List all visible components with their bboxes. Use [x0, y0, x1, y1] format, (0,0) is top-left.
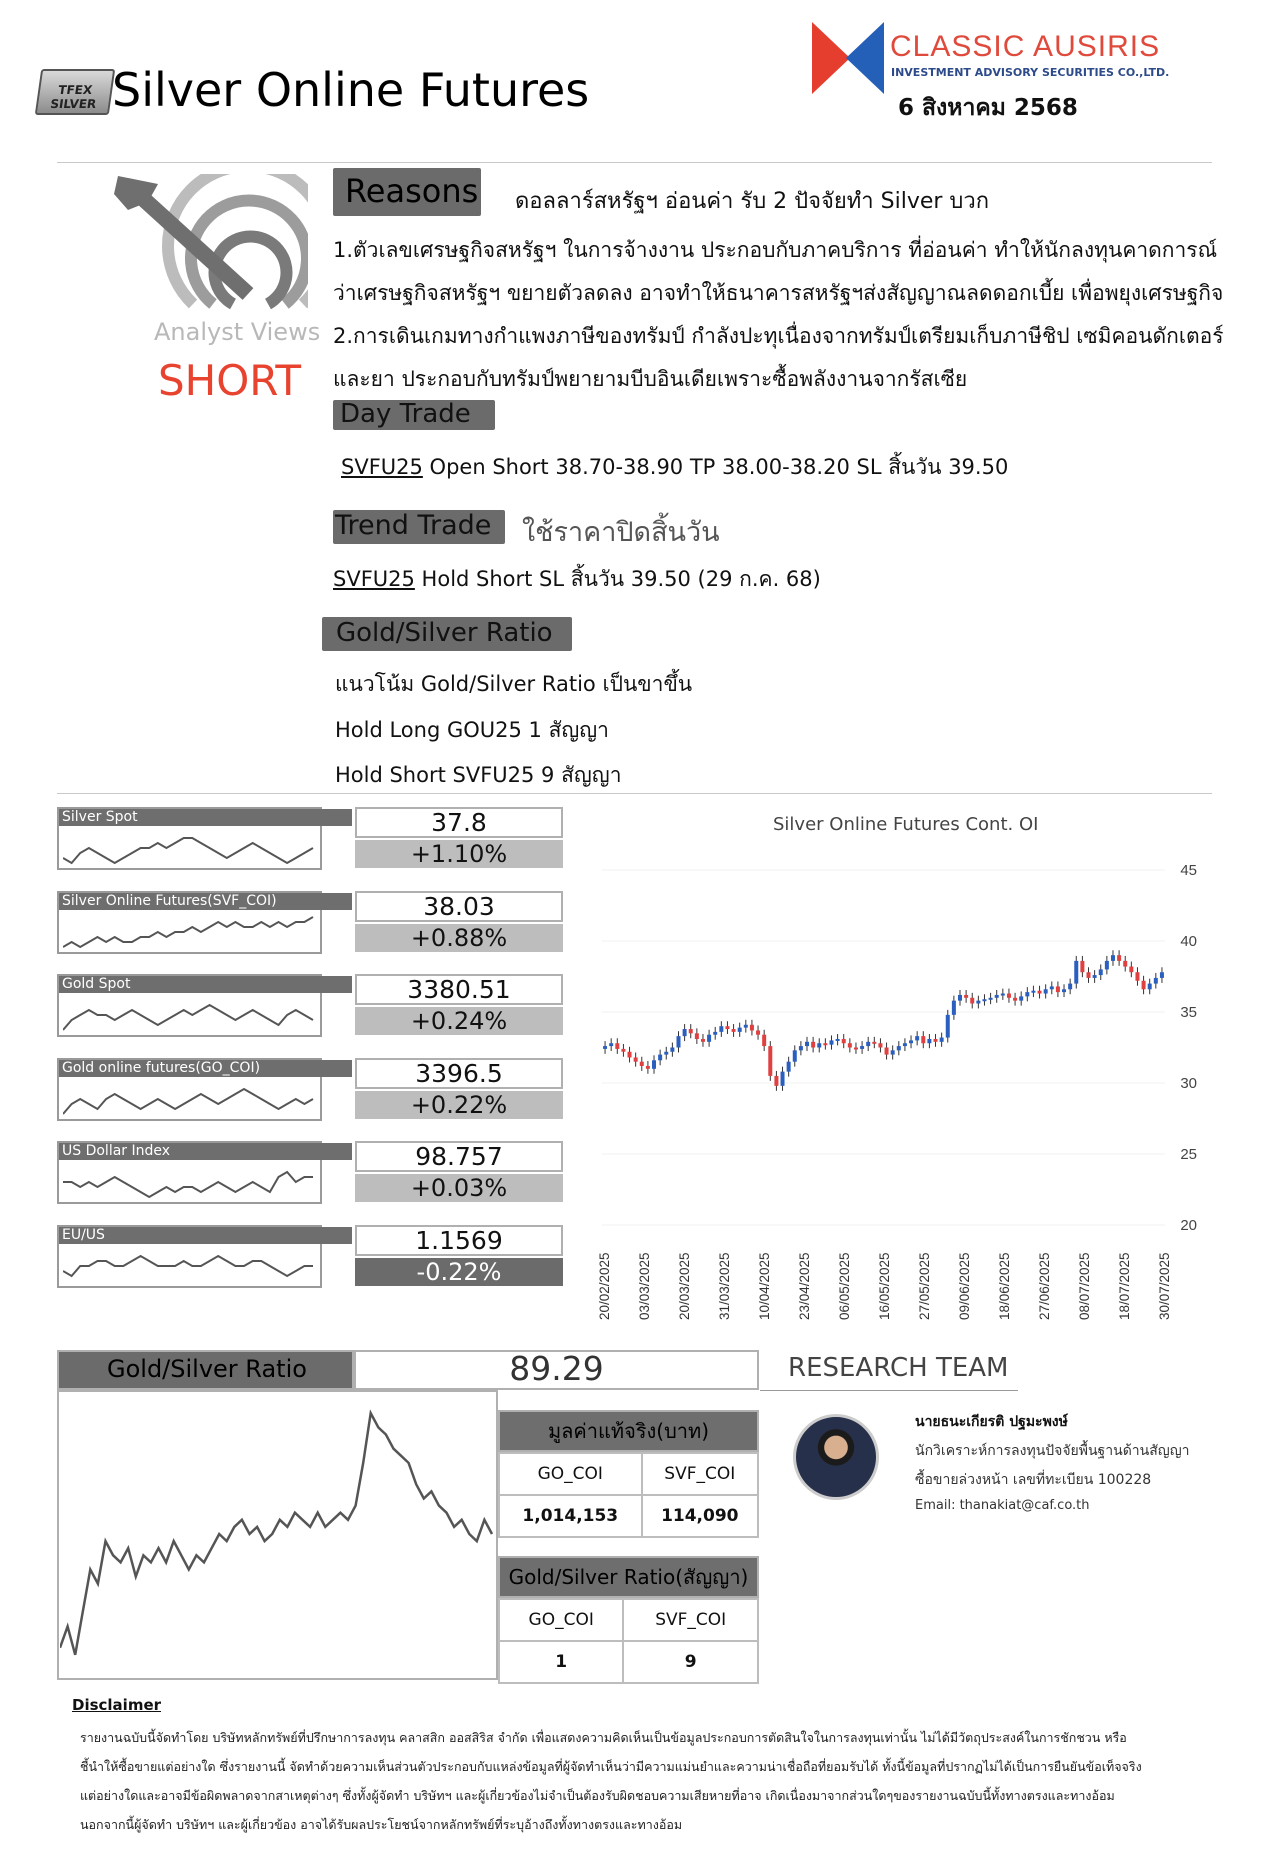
- trend-trade-text: [333, 563, 821, 596]
- oi-candle: [927, 1039, 931, 1043]
- market-tile-sparkline-line: [63, 1005, 313, 1030]
- oi-candle: [1068, 984, 1072, 990]
- oi-chart-title: Silver Online Futures Cont. OI: [773, 814, 1039, 835]
- oi-candle: [1050, 986, 1054, 989]
- oi-candle: [787, 1062, 791, 1072]
- company-logo-icon: [812, 22, 884, 94]
- ratio-col-svf: SVF_COI: [623, 1599, 758, 1641]
- oi-x-tick: 31/03/2025: [717, 1252, 732, 1320]
- market-tile-label: Gold online futures(GO_COI): [59, 1060, 352, 1077]
- oi-candle: [823, 1043, 827, 1045]
- oi-candle: [1123, 961, 1127, 967]
- oi-candle: [628, 1052, 632, 1058]
- report-date: 6 สิงหาคม 2568: [898, 95, 1078, 121]
- reasons-line-4: และยา ประกอบกับทรัมป์พยายามบีบอินเดียเพราะซื้อพลังงานจากรัสเซีย: [333, 367, 968, 391]
- oi-candle: [1154, 978, 1158, 984]
- oi-candle: [695, 1033, 699, 1039]
- oi-candle: [989, 998, 993, 1000]
- oi-candle: [756, 1030, 760, 1034]
- market-tile-label: Silver Online Futures(SVF_COI): [59, 893, 352, 910]
- oi-candle: [762, 1035, 766, 1046]
- market-tile-sparkline-line: [63, 1256, 313, 1276]
- day-trade-symbol: SVFU25: [341, 455, 423, 479]
- day-trade-detail: Open Short 38.70-38.90 TP 38.00-38.20 SL สิ้นวัน 39.50: [422, 455, 1009, 479]
- value-table: [498, 1452, 759, 1538]
- oi-candle: [1001, 994, 1005, 996]
- oi-x-tick: 10/04/2025: [757, 1252, 772, 1320]
- oi-candle: [683, 1029, 687, 1036]
- tfex-logo: [35, 69, 115, 115]
- oi-candle: [1135, 972, 1139, 981]
- oi-x-tick: 18/07/2025: [1117, 1252, 1132, 1320]
- oi-y-tick: 20: [1180, 1217, 1197, 1234]
- target-arrow-icon: [108, 174, 308, 314]
- oi-x-tick: 06/05/2025: [837, 1252, 852, 1320]
- analyst-email: Email: thanakiat@caf.co.th: [915, 1498, 1090, 1513]
- oi-y-tick: 25: [1180, 1146, 1197, 1163]
- market-tile-value: 98.757: [355, 1141, 563, 1172]
- analyst-name: นายธนะเกียรติ ปฐมะพงษ์: [915, 1414, 1068, 1430]
- divider: [57, 162, 1212, 163]
- oi-x-tick: 20/03/2025: [677, 1252, 692, 1320]
- oi-candle: [652, 1060, 656, 1069]
- disclaimer-label: Disclaimer: [72, 1696, 162, 1714]
- market-tile-sparkline-line: [63, 838, 313, 863]
- oi-candle: [1142, 981, 1146, 990]
- value-col-svf: SVF_COI: [642, 1453, 758, 1495]
- oi-candle: [634, 1057, 638, 1061]
- market-tile-value: 37.8: [355, 807, 563, 838]
- oi-candle: [1160, 972, 1164, 978]
- oi-y-tick: 30: [1180, 1075, 1197, 1092]
- oi-y-tick: 40: [1180, 933, 1197, 950]
- oi-candle: [836, 1039, 840, 1041]
- gs-ratio-value: 89.29: [509, 1349, 604, 1388]
- oi-candle: [915, 1036, 919, 1040]
- analyst-views-label: Analyst Views: [154, 318, 321, 346]
- avatar: [793, 1414, 879, 1500]
- oi-candle: [1129, 967, 1133, 973]
- market-tile-value: 1.1569: [355, 1225, 563, 1256]
- disclaimer-line-4: นอกจากนี้ผู้จัดทำ บริษัทฯ และผู้เกี่ยวข้อง อาจได้รับผลประโยชน์จากหลักทรัพย์ที่ระบุอ้างถึงทั้งทางตรงและทางอ้อม: [80, 1817, 683, 1832]
- analyst-view-short: SHORT: [158, 356, 302, 405]
- oi-chart: [590, 800, 1210, 1330]
- oi-candle: [848, 1043, 852, 1047]
- reasons-line-2: ว่าเศรษฐกิจสหรัฐฯ ขยายตัวลดลง อาจทำให้ธนาคารสหรัฐฯส่งสัญญาณลดดอกเบี้ย เพื่อพยุงเศรษฐกิจ: [333, 281, 1224, 305]
- market-tile-sparkline: [63, 1247, 318, 1285]
- oi-candle: [1062, 989, 1066, 992]
- oi-candle: [891, 1050, 895, 1054]
- disclaimer-line-2: ชี้นำให้ซื้อขายแต่อย่างใด ซึ่งรายงานนี้ จัดทำด้วยความเห็นส่วนตัวประกอบกับแหล่งข้อมูลที่ผู้จัดทำเห็นว่ามีความแม่นยำและความน่าเชื่อถือที่ยอมรับได้ ทั้งนี้ข้อมูลที่ปรากฏไม่ได้เป็นการยืนยันข้อเท็จจริง: [80, 1759, 1142, 1774]
- ratio-section-label: Gold/Silver Ratio: [336, 618, 553, 648]
- ratio-table: [498, 1598, 759, 1684]
- oi-x-tick: 18/06/2025: [997, 1252, 1012, 1320]
- oi-candle: [1105, 961, 1109, 970]
- oi-chart-svg: [590, 800, 1210, 1330]
- oi-x-tick: 27/06/2025: [1037, 1252, 1052, 1320]
- market-tile-label: US Dollar Index: [59, 1143, 352, 1160]
- market-tile-sparkline: [63, 829, 318, 867]
- day-trade-label: Day Trade: [340, 399, 471, 429]
- tfex-logo-text: TFEX SILVER: [49, 83, 98, 111]
- analyst-role: นักวิเคราะห์การลงทุนปัจจัยพื้นฐานด้านสัญญา: [915, 1443, 1190, 1459]
- oi-candle: [921, 1036, 925, 1043]
- market-tile-sparkline-line: [63, 917, 313, 947]
- reasons-label: Reasons: [345, 172, 479, 210]
- value-col-go: GO_COI: [499, 1453, 642, 1495]
- oi-x-tick: 16/05/2025: [877, 1252, 892, 1320]
- oi-y-tick: 45: [1180, 862, 1197, 879]
- oi-candle: [958, 995, 962, 1001]
- oi-candle: [1074, 961, 1078, 984]
- ratio-line-2: Hold Long GOU25 1 สัญญา: [335, 718, 609, 742]
- market-tile-label: Gold Spot: [59, 976, 352, 993]
- oi-candle: [842, 1039, 846, 1043]
- oi-candle: [1148, 984, 1152, 990]
- oi-candle: [1087, 972, 1091, 978]
- market-tile: [57, 891, 322, 954]
- oi-candle: [640, 1062, 644, 1066]
- trend-trade-note: ใช้ราคาปิดสิ้นวัน: [522, 517, 720, 548]
- oi-candle: [860, 1046, 864, 1049]
- oi-candle: [603, 1046, 607, 1049]
- value-table-title: มูลค่าแท้จริง(บาท): [547, 1419, 710, 1443]
- divider: [57, 793, 1212, 794]
- day-trade-text: [341, 451, 1008, 484]
- disclaimer-line-3: แต่อย่างใดและอาจมีข้อผิดพลาดจากสาเหตุต่างๆ ซึ่งทั้งผู้จัดทำ บริษัทฯ และผู้เกี่ยวข้องไม่จำเป็นต้องรับผิดชอบความเสียหายที่อาจ เกิดเนื่องมาจากส่วนใดๆของรายงานฉบับนี้ทั้งทางตรงและทางอ้อม: [80, 1788, 1115, 1803]
- oi-x-tick: 30/07/2025: [1157, 1252, 1172, 1320]
- oi-candle: [658, 1055, 662, 1061]
- oi-candle: [878, 1043, 882, 1047]
- oi-candle: [829, 1040, 833, 1044]
- oi-candle: [1038, 991, 1042, 994]
- oi-candle: [719, 1026, 723, 1032]
- market-tile-value: 3396.5: [355, 1058, 563, 1089]
- market-tile: [57, 1225, 322, 1288]
- oi-x-tick: 03/03/2025: [637, 1252, 652, 1320]
- oi-candle: [774, 1076, 778, 1086]
- reasons-line-3: 2.การเดินเกมทางกำแพงภาษีของทรัมป์ กำลังปะทุเนื่องจากทรัมป์เตรียมเก็บภาษีชิป เซมิคอนดักเตอร์: [333, 324, 1224, 348]
- oi-candle: [1111, 955, 1115, 961]
- market-tile-value: 3380.51: [355, 974, 563, 1005]
- oi-candle: [744, 1025, 748, 1028]
- oi-candle: [811, 1042, 815, 1048]
- gs-ratio-chart: [60, 1393, 500, 1678]
- oi-candle: [670, 1048, 674, 1052]
- oi-candle: [615, 1043, 619, 1049]
- ratio-col-go: GO_COI: [499, 1599, 623, 1641]
- oi-candle: [1025, 992, 1029, 996]
- oi-candle: [689, 1029, 693, 1033]
- market-tile: [57, 1141, 322, 1204]
- market-tile-sparkline: [63, 996, 318, 1034]
- oi-candle: [805, 1042, 809, 1046]
- oi-candle: [781, 1072, 785, 1086]
- oi-candle: [799, 1046, 803, 1050]
- oi-candle: [940, 1038, 944, 1042]
- oi-x-tick: 20/02/2025: [597, 1252, 612, 1320]
- oi-candle: [1007, 994, 1011, 998]
- market-tile-sparkline-line: [63, 1172, 313, 1197]
- oi-candle: [1093, 975, 1097, 978]
- gs-ratio-line: [60, 1413, 492, 1655]
- oi-candle: [1044, 989, 1048, 993]
- ratio-line-1: แนวโน้ม Gold/Silver Ratio เป็นขาขึ้น: [335, 672, 693, 696]
- ratio-table-header: [498, 1556, 759, 1598]
- oi-candle: [609, 1043, 613, 1046]
- oi-x-tick: 23/04/2025: [797, 1252, 812, 1320]
- oi-candle: [1056, 986, 1060, 992]
- oi-candle: [646, 1066, 650, 1069]
- oi-candle: [738, 1028, 742, 1032]
- market-tile-value: 38.03: [355, 891, 563, 922]
- market-tile-sparkline-line: [63, 1089, 313, 1114]
- oi-candle: [897, 1046, 901, 1050]
- research-team-label: RESEARCH TEAM: [788, 1353, 1009, 1383]
- oi-candle: [903, 1043, 907, 1046]
- oi-candle: [970, 998, 974, 1004]
- oi-candle: [817, 1043, 821, 1047]
- oi-candle: [750, 1025, 754, 1031]
- oi-candle: [982, 999, 986, 1001]
- oi-candle: [713, 1032, 717, 1035]
- market-tile-change: +0.88%: [355, 924, 563, 952]
- oi-candle: [976, 1001, 980, 1004]
- disclaimer-line-1: รายงานฉบับนี้จัดทำโดย บริษัทหลักทรัพย์ที่ปรึกษาการลงทุน คลาสสิก ออสสิริส จำกัด เพื่อแสดงความคิดเห็นเป็นข้อมูลประกอบการตัดสินใจในการลงทุนเท่านั้น ไม่ได้มีวัตถุประสงค์ในการชักชวน หรือ: [80, 1730, 1127, 1745]
- ratio-go: 1: [499, 1641, 623, 1683]
- reasons-headline: ดอลลาร์สหรัฐฯ อ่อนค่า รับ 2 ปัจจัยทำ Silver บวก: [515, 189, 990, 214]
- oi-candle: [885, 1048, 889, 1055]
- market-tile-change: +1.10%: [355, 840, 563, 868]
- trend-trade-detail: Hold Short SL สิ้นวัน 39.50 (29 ก.ค. 68): [414, 567, 821, 591]
- value-svf: 114,090: [642, 1495, 758, 1537]
- market-tile-sparkline: [63, 1163, 318, 1201]
- oi-candle: [1019, 996, 1023, 1000]
- oi-candle: [854, 1048, 858, 1050]
- oi-candle: [1099, 969, 1103, 975]
- oi-candle: [1080, 961, 1084, 972]
- oi-candle: [872, 1042, 876, 1044]
- value-go: 1,014,153: [499, 1495, 642, 1537]
- company-name: CLASSIC AUSIRIS: [890, 30, 1161, 63]
- value-table-header: [498, 1410, 759, 1452]
- reasons-line-1: 1.ตัวเลขเศรษฐกิจสหรัฐฯ ในการจ้างงาน ประกอบกับภาคบริการ ที่อ่อนค่า ทำให้นักลงทุนคาดการณ์: [333, 238, 1218, 262]
- ratio-line-3: Hold Short SVFU25 9 สัญญา: [335, 763, 622, 787]
- ratio-svf: 9: [623, 1641, 758, 1683]
- oi-candle: [707, 1035, 711, 1042]
- oi-candle: [725, 1026, 729, 1029]
- oi-candle: [934, 1039, 938, 1042]
- oi-candle: [964, 995, 968, 998]
- market-tile-change: +0.22%: [355, 1091, 563, 1119]
- oi-y-tick: 35: [1180, 1004, 1197, 1021]
- oi-candle: [676, 1036, 680, 1047]
- analyst-reg: ซื้อขายล่วงหน้า เลขที่ทะเบียน 100228: [915, 1472, 1152, 1488]
- market-tile-label: EU/US: [59, 1227, 352, 1244]
- oi-candle: [1031, 991, 1035, 993]
- market-tile: [57, 974, 322, 1037]
- market-tile-sparkline: [63, 913, 318, 951]
- oi-candle: [946, 1015, 950, 1038]
- market-tile-change: -0.22%: [355, 1258, 563, 1286]
- market-tile-sparkline: [63, 1080, 318, 1118]
- oi-candle: [1117, 955, 1121, 961]
- gs-ratio-label: Gold/Silver Ratio: [107, 1355, 307, 1383]
- page-title: Silver Online Futures: [112, 63, 590, 117]
- oi-x-tick: 08/07/2025: [1077, 1252, 1092, 1320]
- oi-candle: [701, 1039, 705, 1042]
- oi-candle: [793, 1050, 797, 1061]
- oi-candle: [952, 1001, 956, 1015]
- oi-x-tick: 27/05/2025: [917, 1252, 932, 1320]
- oi-candle: [732, 1029, 736, 1032]
- oi-candle: [621, 1049, 625, 1052]
- market-tile-change: +0.24%: [355, 1007, 563, 1035]
- oi-candle: [909, 1040, 913, 1043]
- ratio-table-title: Gold/Silver Ratio(สัญญา): [508, 1565, 749, 1589]
- market-tile: [57, 807, 322, 870]
- market-tile: [57, 1058, 322, 1121]
- research-underline: [760, 1390, 1018, 1391]
- oi-candle: [664, 1052, 668, 1055]
- company-subtitle: INVESTMENT ADVISORY SECURITIES CO.,LTD.: [891, 66, 1170, 79]
- trend-trade-label: Trend Trade: [335, 510, 492, 541]
- oi-x-tick: 09/06/2025: [957, 1252, 972, 1320]
- oi-candle: [866, 1042, 870, 1046]
- market-tile-change: +0.03%: [355, 1174, 563, 1202]
- oi-candle: [995, 995, 999, 998]
- oi-candle: [768, 1046, 772, 1076]
- market-tile-label: Silver Spot: [59, 809, 352, 826]
- oi-candle: [1013, 998, 1017, 1001]
- trend-trade-symbol: SVFU25: [333, 567, 415, 591]
